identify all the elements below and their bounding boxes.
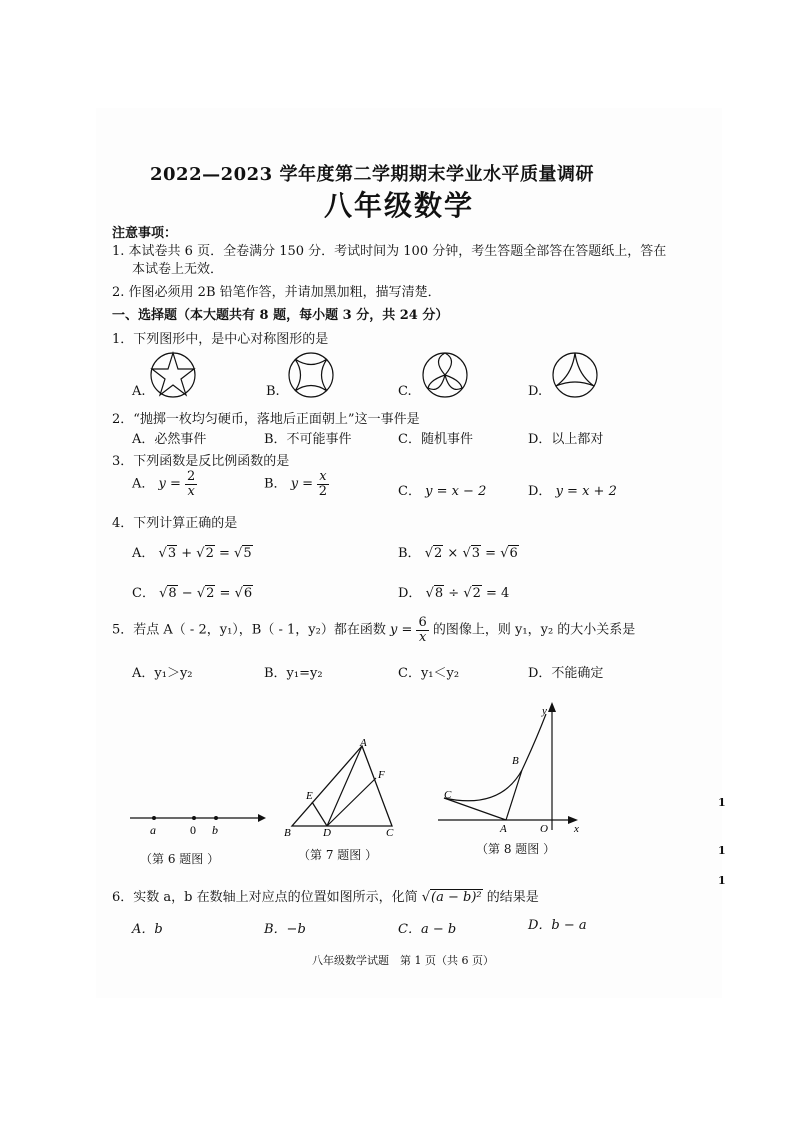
q3-option-a	[132, 470, 197, 498]
q4-stem: 4．下列计算正确的是	[112, 516, 238, 531]
q4-b-r2: 3	[471, 546, 481, 561]
q3-option-c	[398, 480, 486, 499]
fig8-label-x: x	[574, 823, 579, 835]
q3-b-num: x	[319, 469, 327, 484]
q6-option-c: C．a − b	[398, 922, 457, 937]
q5-option-c: C．y₁＜y₂	[398, 666, 460, 681]
fig8-label-C: C	[444, 789, 452, 801]
fig8-curve-graph	[430, 700, 590, 836]
notes-heading: 注意事项：	[112, 226, 178, 241]
q6-stem: 6．实数 a，b 在数轴上对应点的位置如图所示，化简 √(a − b)² 的结果是	[112, 890, 539, 905]
exam-subtitle: 八年级数学	[324, 189, 475, 222]
q3-b-fraction	[317, 470, 328, 498]
q3-option-b	[264, 470, 329, 498]
fig6-number-line	[120, 800, 270, 840]
fig8-label-O: O	[540, 823, 548, 835]
q4-c-r3: 6	[243, 586, 253, 601]
fig7-label-A: A	[360, 737, 367, 749]
fig8-caption: （第 8 题图 ）	[476, 842, 556, 856]
q6-option-a: A．b	[132, 922, 163, 937]
q4-c-label: C．	[132, 586, 155, 601]
q4-a-eq: =	[218, 546, 230, 561]
q6-stem-pre: 6．实数 a，b 在数轴上对应点的位置如图所示，化简	[112, 890, 418, 905]
fig7-triangle	[280, 736, 410, 846]
q3-d-label: D．	[528, 484, 552, 499]
q3-b-label: B．	[264, 476, 287, 492]
q1-option-d: D.	[528, 384, 543, 399]
q3-c-expr: y = x − 2	[425, 484, 487, 499]
q5-num: 6	[418, 615, 427, 630]
q4-c-r2: 2	[206, 586, 215, 601]
q3-a-label: A．	[132, 476, 155, 492]
q3-option-d	[528, 480, 617, 499]
q5-option-b: B．y₁=y₂	[264, 666, 323, 681]
q4-b-eq: =	[485, 546, 497, 561]
q3-stem: 3．下列函数是反比例函数的是	[112, 454, 290, 469]
q4-b-r1: 2	[433, 546, 443, 561]
q3-b-den: 2	[318, 483, 328, 499]
q1-figure-curved-triangle	[550, 350, 600, 400]
q5-stem-post: 的图像上，则 y₁，y₂ 的大小关系是	[432, 622, 636, 638]
q1-option-c: C.	[398, 384, 412, 399]
fig7-caption: （第 7 题图 ）	[298, 848, 378, 862]
fig8-label-A: A	[500, 823, 507, 835]
q4-option-b: B． √2 × √3 = √6	[398, 546, 518, 561]
q4-b-r3: 6	[509, 546, 518, 561]
q1-option-b: B.	[266, 384, 280, 399]
q4-d-eq: = 4	[486, 586, 510, 601]
fig7-label-B: B	[284, 827, 291, 839]
q1-option-a: A.	[132, 384, 146, 399]
q3-a-fraction	[185, 470, 197, 498]
q2-option-c: C．随机事件	[398, 432, 473, 447]
q6-stem-post: 的结果是	[486, 890, 539, 905]
q4-d-r1: 8	[434, 586, 444, 601]
q4-d-op: ÷	[448, 586, 460, 601]
notes-item2: 2. 作图必须用 2B 铅笔作答，并请加黑加粗，描写清楚．	[112, 285, 441, 300]
q4-d-label: D．	[398, 586, 422, 601]
q5-y: y =	[389, 622, 413, 638]
fig7-label-F: F	[378, 769, 385, 781]
section-heading: 一、选择题（本大题共有 8 题，每小题 3 分，共 24 分）	[112, 308, 449, 323]
q5-fraction	[416, 616, 428, 644]
q5-option-a: A．y₁＞y₂	[132, 666, 193, 681]
q6-option-b: B．−b	[264, 922, 306, 937]
q1-figure-curved-square	[286, 350, 336, 400]
q4-c-r1: 8	[168, 586, 177, 601]
q1-figure-three-petal	[420, 350, 470, 400]
q5-stem-pre: 5．若点 A（ - 2，y₁），B（ - 1，y₂）都在函数	[112, 622, 386, 638]
q3-a-y: y =	[158, 476, 181, 492]
q2-option-a: A．必然事件	[132, 432, 207, 447]
q3-d-expr: y = x + 2	[555, 484, 617, 499]
q4-b-op: ×	[447, 546, 459, 561]
q4-a-r3: 5	[243, 546, 252, 561]
fig7-label-E: E	[306, 790, 313, 802]
q2-option-b: B．不可能事件	[264, 432, 352, 447]
fig8-label-y: y	[542, 705, 547, 717]
q5-den: x	[418, 629, 427, 645]
fig6-label-0: 0	[190, 823, 196, 837]
q5-stem	[112, 616, 635, 644]
q4-option-a: A． √3 + √2 = √5	[132, 546, 252, 561]
fig6-label-b: b	[212, 823, 218, 837]
q3-c-label: C．	[398, 484, 421, 499]
q4-b-label: B．	[398, 546, 421, 561]
q1-stem: 1．下列图形中，是中心对称图形的是	[112, 332, 329, 347]
q3-a-den: x	[187, 483, 195, 499]
q4-c-eq: =	[219, 586, 231, 601]
q4-option-d: D． √8 ÷ √2 = 4	[398, 586, 510, 601]
margin-mark: 1	[718, 796, 726, 809]
q3-b-y: y =	[290, 476, 314, 492]
fig6-caption: （第 6 题图 ）	[140, 852, 220, 866]
q2-stem: 2．“抛掷一枚均匀硬币，落地后正面朝上”这一事件是	[112, 412, 420, 427]
fig7-label-C: C	[386, 827, 394, 839]
q6-radicand: (a − b)²	[431, 890, 482, 905]
notes-item1-cont: 本试卷上无效．	[132, 262, 224, 277]
page-footer: 八年级数学试题 第 1 页（共 6 页）	[312, 954, 494, 967]
q4-c-op: −	[181, 586, 193, 601]
q1-figure-star-circle	[148, 350, 198, 400]
margin-mark: 1	[718, 874, 726, 887]
q4-d-r2: 2	[472, 586, 481, 601]
notes-item1: 1. 本试卷共 6 页．全卷满分 150 分．考试时间为 100 分钟，考生答题全部答在答题纸上，答在	[112, 244, 667, 259]
q4-a-label: A．	[132, 546, 155, 561]
q2-option-d: D．以上都对	[528, 432, 604, 447]
q6-option-d: D．b − a	[528, 918, 587, 933]
q5-option-d: D．不能确定	[528, 666, 604, 681]
margin-mark: 1	[718, 844, 726, 857]
q4-option-c: C． √8 − √2 = √6	[132, 586, 253, 601]
q4-a-r2: 2	[205, 546, 214, 561]
q3-a-num: 2	[187, 469, 196, 484]
exam-title: 2022—2023 学年度第二学期期末学业水平质量调研	[150, 164, 594, 185]
q4-a-r1: 3	[167, 546, 177, 561]
fig6-label-a: a	[150, 823, 156, 837]
fig8-label-B: B	[512, 755, 519, 767]
q4-a-op: +	[181, 546, 193, 561]
fig7-label-D: D	[323, 827, 331, 839]
